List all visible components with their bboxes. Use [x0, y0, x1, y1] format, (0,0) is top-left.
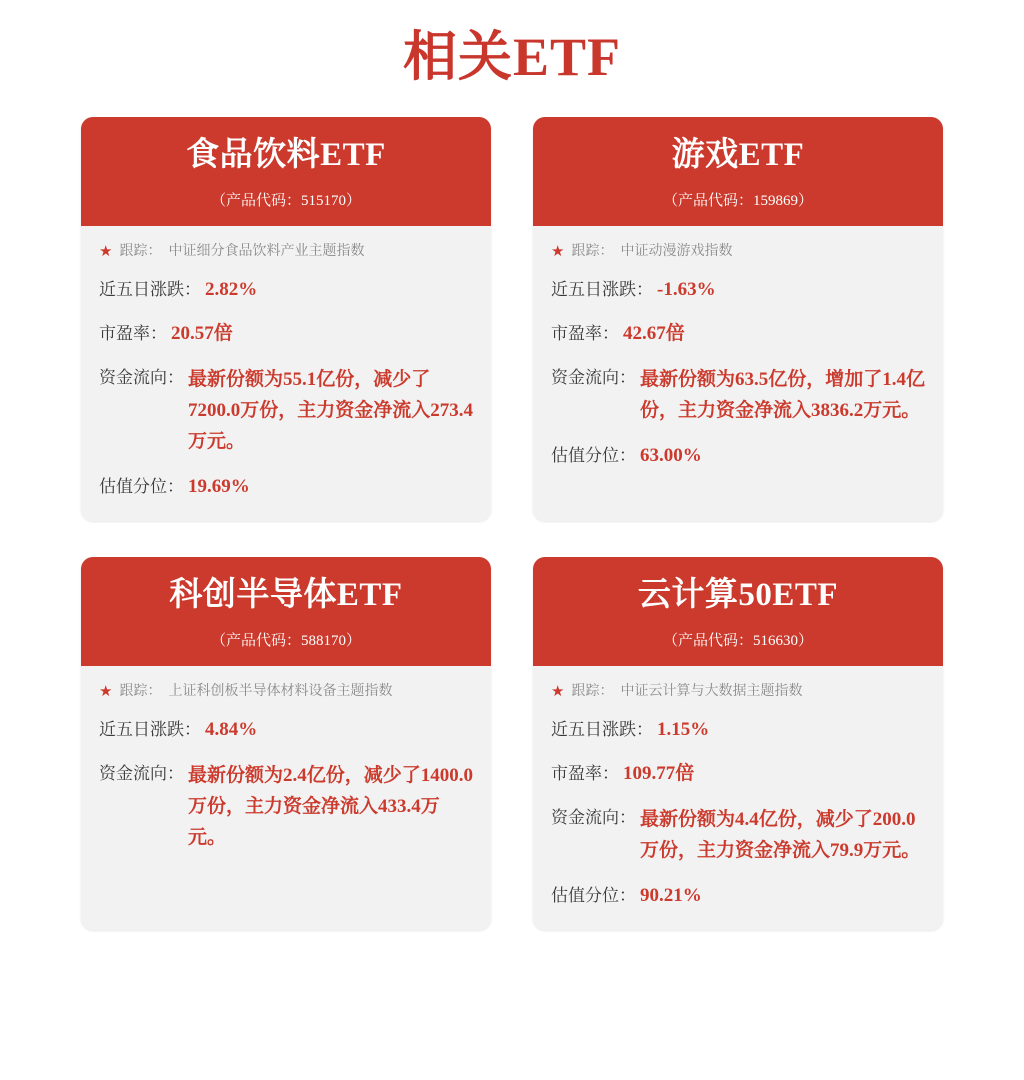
fund-flow-value: 最新份额为63.5亿份，增加了1.4亿份，主力资金净流入3836.2万元。: [640, 368, 926, 421]
five-day-change-label: 近五日涨跌：: [551, 279, 653, 299]
etf-card-body: [533, 226, 943, 521]
etf-card-header: [533, 117, 943, 226]
etf-card-body: [81, 666, 491, 930]
etf-card-body: [81, 226, 491, 521]
etf-name: 云计算50ETF: [637, 576, 839, 613]
pe-ratio-label: 市盈率：: [551, 323, 619, 343]
five-day-change-value: 2.82%: [205, 278, 258, 300]
fund-flow-label: 资金流向：: [551, 367, 636, 387]
valuation-label: 估值分位：: [551, 885, 636, 905]
five-day-change-label: 近五日涨跌：: [99, 719, 201, 739]
etf-five-day-change-row: [551, 276, 925, 304]
etf-fund-flow-row: [551, 804, 925, 866]
etf-card[interactable]: [533, 117, 943, 521]
pe-ratio-value: 109.77倍: [623, 762, 695, 784]
etf-pe-ratio-row: [99, 320, 473, 348]
etf-track-index: 上证科创板半导体材料设备主题指数: [168, 683, 393, 699]
etf-name: 游戏ETF: [671, 137, 805, 173]
valuation-value: 19.69%: [188, 475, 250, 497]
star-icon: ★: [551, 243, 565, 260]
etf-card[interactable]: [81, 557, 491, 930]
etf-card[interactable]: [533, 557, 943, 930]
etf-five-day-change-row: [551, 716, 925, 744]
valuation-label: 估值分位：: [551, 445, 636, 465]
fund-flow-value: 最新份额为4.4亿份，减少了200.0万份，主力资金净流入79.9万元。: [640, 808, 921, 861]
etf-card-body: [533, 666, 943, 930]
etf-track-label: 跟踪：: [119, 243, 162, 259]
five-day-change-label: 近五日涨跌：: [99, 279, 201, 299]
etf-valuation-row: [551, 882, 925, 910]
valuation-label: 估值分位：: [99, 476, 184, 496]
valuation-value: 63.00%: [640, 444, 702, 466]
etf-fund-flow-row: [99, 760, 473, 853]
five-day-change-value: 4.84%: [205, 718, 258, 740]
etf-card-header: [81, 557, 491, 666]
etf-pe-ratio-row: [551, 320, 925, 348]
etf-track-row: [551, 242, 925, 262]
etf-track-row: [99, 682, 473, 702]
etf-track-index: 中证动漫游戏指数: [620, 243, 733, 259]
etf-track-label: 跟踪：: [571, 683, 614, 699]
pe-ratio-value: 42.67倍: [623, 322, 685, 344]
etf-name: 食品饮料ETF: [186, 137, 386, 173]
pe-ratio-label: 市盈率：: [99, 323, 167, 343]
etf-track-label: 跟踪：: [119, 683, 162, 699]
etf-pe-ratio-row: [551, 760, 925, 788]
etf-five-day-change-row: [99, 716, 473, 744]
etf-five-day-change-row: [99, 276, 473, 304]
five-day-change-value: 1.15%: [657, 718, 710, 740]
etf-card-header: [533, 557, 943, 666]
etf-track-label: 跟踪：: [571, 243, 614, 259]
pe-ratio-label: 市盈率：: [551, 763, 619, 783]
five-day-change-value: -1.63%: [657, 278, 716, 300]
etf-code: （产品代码：588170）: [210, 632, 361, 649]
star-icon: ★: [99, 683, 113, 700]
etf-card[interactable]: [81, 117, 491, 521]
etf-code: （产品代码：516630）: [662, 632, 813, 649]
etf-valuation-row: [551, 442, 925, 470]
etf-track-index: 中证细分食品饮料产业主题指数: [168, 243, 365, 259]
star-icon: ★: [99, 243, 113, 260]
etf-card-header: [81, 117, 491, 226]
etf-name: 科创半导体ETF: [169, 576, 403, 613]
fund-flow-label: 资金流向：: [99, 763, 184, 783]
fund-flow-label: 资金流向：: [551, 807, 636, 827]
etf-fund-flow-row: [99, 364, 473, 457]
etf-code: （产品代码：515170）: [210, 192, 361, 209]
etf-track-row: [551, 682, 925, 702]
etf-card-grid: [0, 117, 1024, 930]
fund-flow-value: 最新份额为55.1亿份，减少了7200.0万份，主力资金净流入273.4万元。: [188, 368, 474, 452]
five-day-change-label: 近五日涨跌：: [551, 719, 653, 739]
etf-track-row: [99, 242, 473, 262]
etf-code: （产品代码：159869）: [662, 192, 813, 209]
page-title: 相关ETF: [402, 27, 622, 87]
valuation-value: 90.21%: [640, 884, 702, 906]
fund-flow-label: 资金流向：: [99, 367, 184, 387]
fund-flow-value: 最新份额为2.4亿份，减少了1400.0万份，主力资金净流入433.4万元。: [188, 764, 474, 848]
star-icon: ★: [551, 683, 565, 700]
etf-track-index: 中证云计算与大数据主题指数: [620, 683, 803, 699]
etf-fund-flow-row: [551, 364, 925, 426]
etf-valuation-row: [99, 473, 473, 501]
pe-ratio-value: 20.57倍: [171, 322, 233, 344]
